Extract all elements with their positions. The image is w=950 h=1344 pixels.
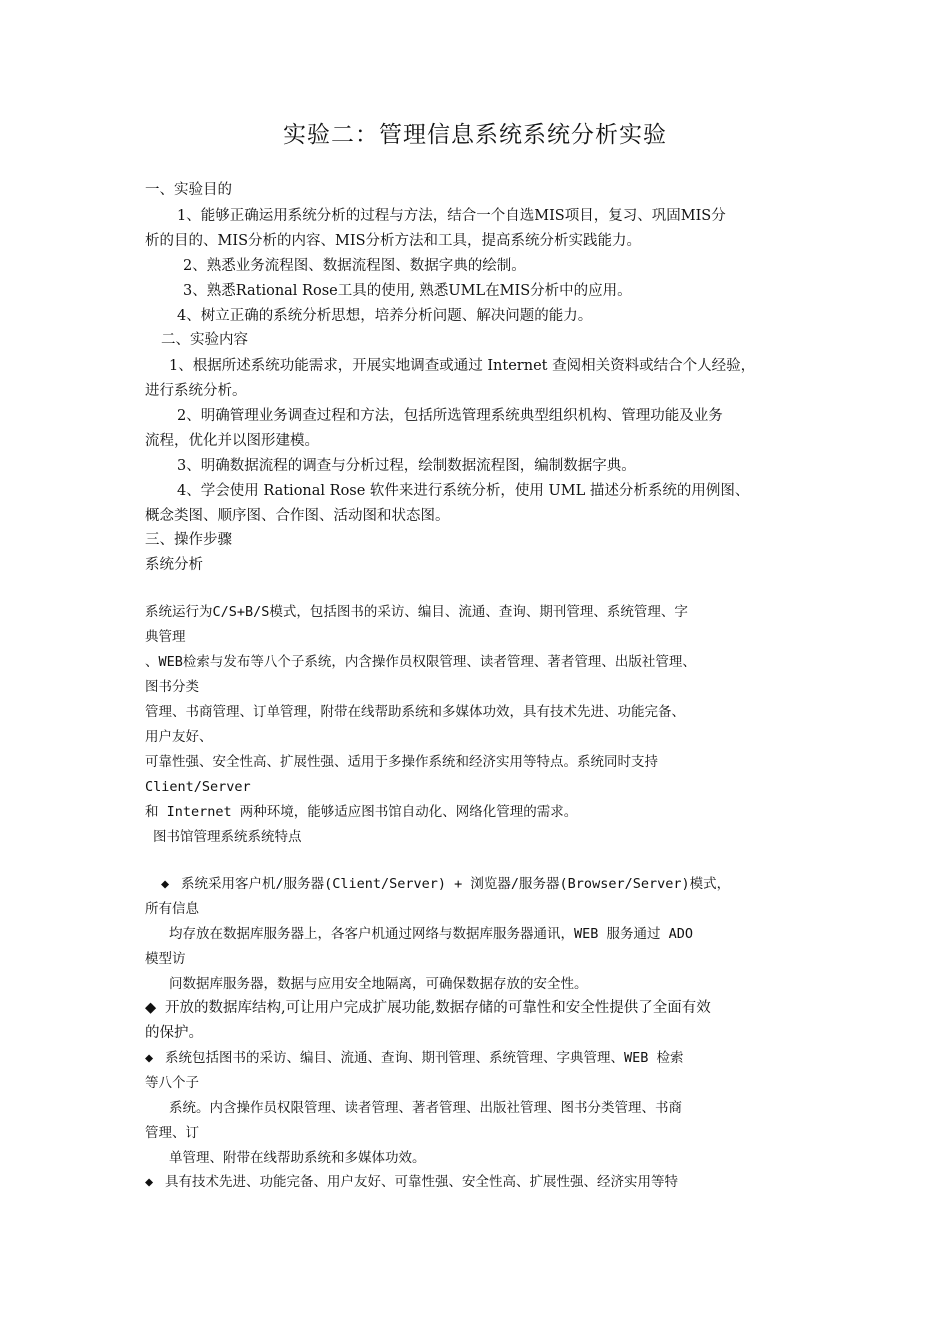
analysis-para-line-5: 管理、书商管理、订单管理，附带在线帮助系统和多媒体功效，具有技术先进、功能完备、	[145, 704, 685, 720]
feature-1-line-2: 所有信息	[145, 901, 199, 917]
section-heading-steps: 三、操作步骤	[145, 532, 232, 548]
content-item-2: 2、明确管理业务调查过程和方法，包括所选管理系统典型组织机构、管理功能及业务	[177, 408, 723, 424]
feature-2-line-1: ◆ 开放的数据库结构,可让用户完成扩展功能,数据存储的可靠性和安全性提供了全面有效	[145, 996, 810, 1020]
content-item-4-cont: 概念类图、顺序图、合作图、活动图和状态图。	[145, 508, 450, 524]
analysis-para-line-4: 图书分类	[145, 679, 199, 695]
purpose-item-4: 4、树立正确的系统分析思想，培养分析问题、解决问题的能力。	[177, 308, 593, 324]
content-item-4: 4、学会使用 Rational Rose 软件来进行系统分析，使用 UML 描述分析系统的用例图、	[177, 483, 750, 499]
bullet-diamond-icon: ◆	[145, 1174, 154, 1190]
feature-3-line-2: 等八个子	[145, 1075, 199, 1091]
subheading-system-analysis: 系统分析	[145, 557, 203, 573]
purpose-item-3: 3、熟悉Rational Rose工具的使用, 熟悉UML在MIS分析中的应用。	[183, 283, 632, 299]
feature-2-line-2: 的保护。	[145, 1025, 203, 1041]
document-title: 实验二：管理信息系统系统分析实验	[283, 122, 667, 148]
feature-3-line-4: 管理、订	[145, 1125, 199, 1141]
purpose-item-1-cont: 析的目的、MIS分析的内容、MIS分析方法和工具，提高系统分析实践能力。	[145, 233, 642, 249]
analysis-para-line-6: 用户友好、	[145, 729, 213, 745]
section-heading-content: 二、实验内容	[161, 332, 248, 348]
section-heading-purpose: 一、实验目的	[145, 182, 232, 198]
content-item-3: 3、明确数据流程的调查与分析过程，绘制数据流程图，编制数据字典。	[177, 458, 636, 474]
bullet-diamond-icon: ◆	[161, 876, 170, 892]
feature-1-line-1: ◆ 系统采用客户机/服务器(Client/Server) + 浏览器/服务器(Browser/Server)模式，	[145, 872, 810, 896]
purpose-item-1: 1、能够正确运用系统分析的过程与方法，结合一个自选MIS项目，复习、巩固MIS分	[177, 208, 726, 224]
analysis-para-line-7: 可靠性强、安全性高、扩展性强、适用于多操作系统和经济实用等特点。系统同时支持	[145, 754, 658, 770]
analysis-para-line-1: 系统运行为C/S+B/S模式，包括图书的采访、编目、流通、查询、期刊管理、系统管理、字	[145, 604, 688, 620]
feature-1-line-4: 模型访	[145, 951, 186, 967]
bullet-diamond-icon: ◆	[145, 1050, 154, 1066]
content-item-1-cont: 进行系统分析。	[145, 383, 247, 399]
feature-1-line-3: 均存放在数据库服务器上，各客户机通过网络与数据库服务器通讯，WEB 服务通过 ADO	[169, 926, 694, 942]
bullet-diamond-icon: ◆	[145, 1000, 157, 1016]
purpose-item-2: 2、熟悉业务流程图、数据流程图、数据字典的绘制。	[183, 258, 526, 274]
feature-3-line-5: 单管理、附带在线帮助系统和多媒体功效。	[169, 1150, 426, 1166]
feature-4-line-1: ◆ 具有技术先进、功能完备、用户友好、可靠性强、安全性高、扩展性强、经济实用等特	[145, 1170, 810, 1194]
feature-1-line-5: 问数据库服务器，数据与应用安全地隔离，可确保数据存放的安全性。	[169, 976, 588, 992]
analysis-para-line-3: 、WEB检索与发布等八个子系统，内含操作员权限管理、读者管理、著者管理、出版社管理、	[145, 654, 696, 670]
analysis-para-line-8: Client/Server	[145, 779, 251, 795]
feature-3-line-3: 系统。内含操作员权限管理、读者管理、著者管理、出版社管理、图书分类管理、书商	[169, 1100, 682, 1116]
feature-3-line-1: ◆ 系统包括图书的采访、编目、流通、查询、期刊管理、系统管理、字典管理、WEB 检索	[145, 1046, 810, 1070]
features-heading: 图书馆管理系统系统特点	[153, 829, 302, 845]
analysis-para-line-2: 典管理	[145, 629, 186, 645]
analysis-para-line-9: 和 Internet 两种环境，能够适应图书馆自动化、网络化管理的需求。	[145, 804, 578, 820]
content-item-1: 1、根据所述系统功能需求，开展实地调查或通过 Internet 查阅相关资料或结合个人经验，	[169, 358, 756, 374]
content-item-2-cont: 流程，优化并以图形建模。	[145, 433, 319, 449]
